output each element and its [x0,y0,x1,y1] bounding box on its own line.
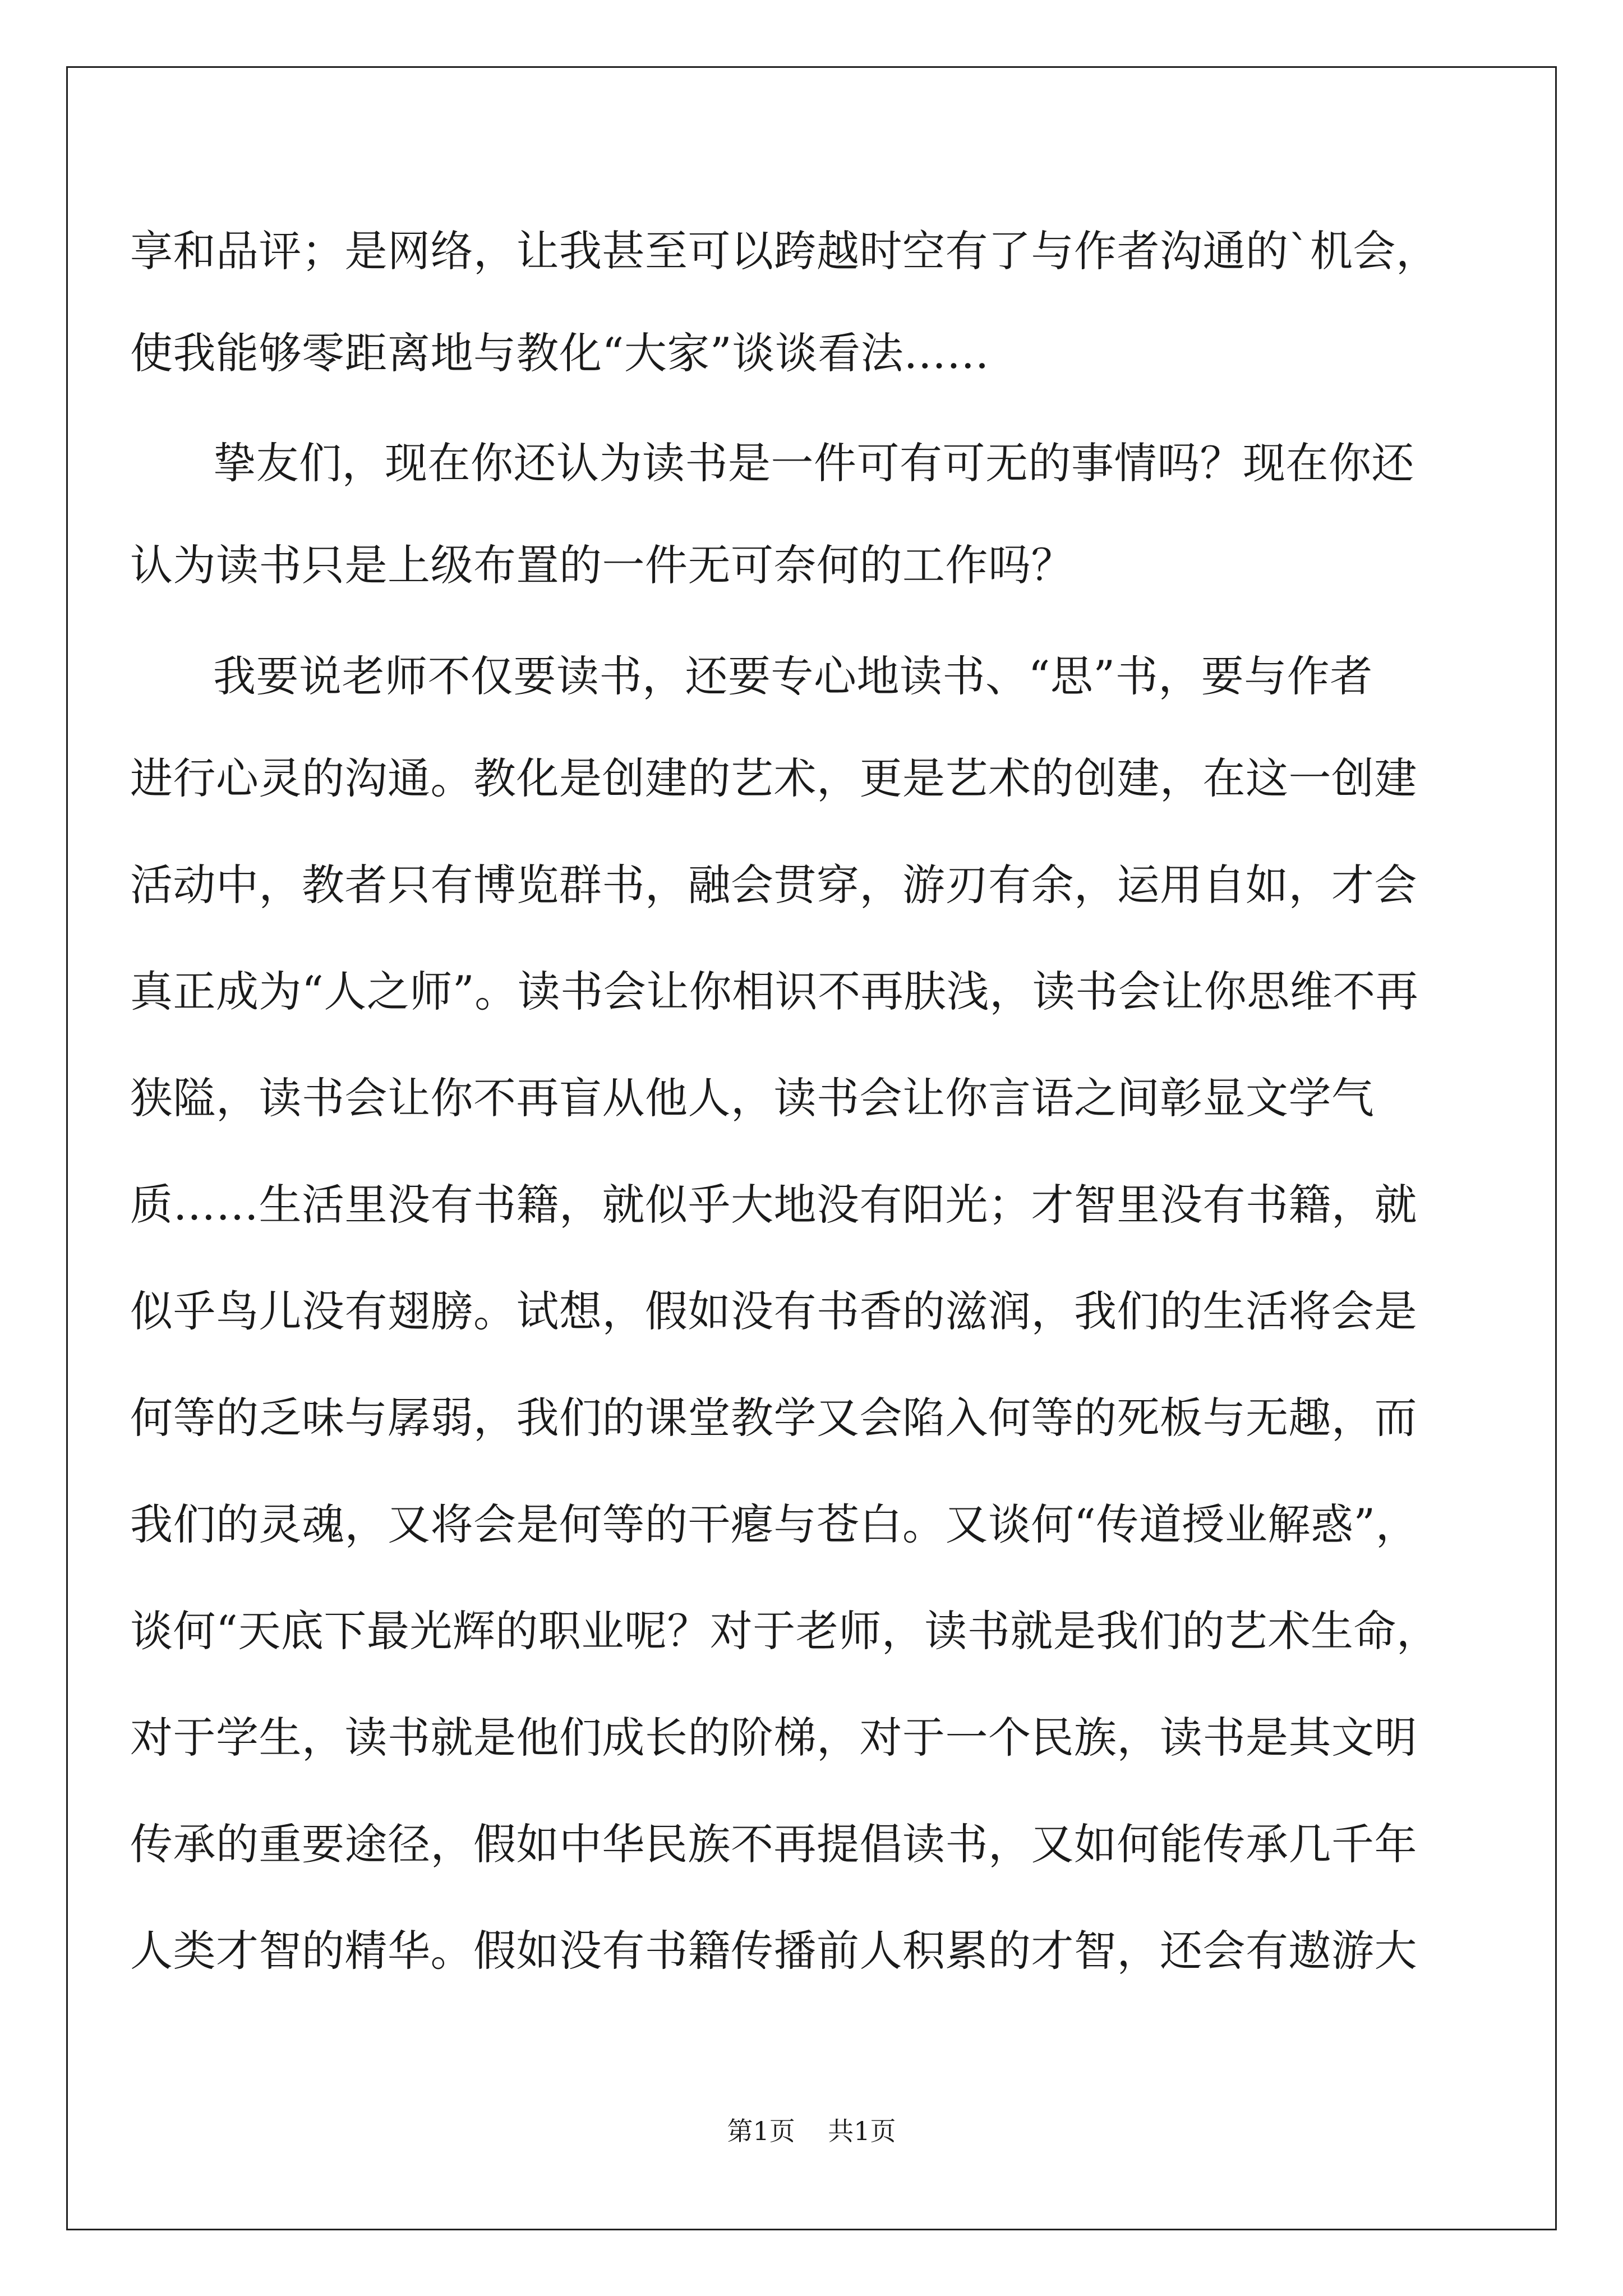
text-line: 质……生活里没有书籍，就似乎大地没有阳光；才智里没有书籍，就 [130,1180,1417,1230]
text-line: 人类才智的精华。假如没有书籍传播前人积累的才智，还会有遨游大 [130,1926,1417,1976]
text-line: 似乎鸟儿没有翅膀。试想，假如没有书香的滋润，我们的生活将会是 [130,1286,1417,1336]
text-line: 我们的灵魂，又将会是何等的干瘪与苍白。又谈何“传道授业解惑”， [130,1499,1419,1549]
text-line: 狭隘，读书会让你不再盲从他人，读书会让你言语之间彰显文学气 [130,1073,1375,1123]
text-line: 享和品评；是网络，让我甚至可以跨越时空有了与作者沟通的`机会， [130,226,1439,276]
text-line: 认为读书只是上级布置的一件无可奈何的工作吗？ [130,540,1074,590]
text-line: 传承的重要途径，假如中华民族不再提倡读书，又如何能传承几千年 [130,1819,1417,1869]
page-border [66,66,1557,2230]
page-footer [0,2118,1623,2144]
text-line: 使我能够零距离地与教化“大家”谈谈看法…… [130,328,990,378]
text-line: 对于学生，读书就是他们成长的阶梯，对于一个民族，读书是其文明 [130,1713,1417,1763]
paragraph-start-line: 挚友们，现在你还认为读书是一件可有可无的事情吗？现在你还 [213,438,1414,488]
paragraph-start-line: 我要说老师不仅要读书，还要专心地读书、“思”书，要与作者 [213,651,1373,701]
text-line: 进行心灵的沟通。教化是创建的艺术，更是艺术的创建，在这一创建 [130,753,1417,803]
text-line: 何等的乏味与孱弱，我们的课堂教学又会陷入何等的死板与无趣，而 [130,1393,1417,1443]
page-total: 共1页 [828,2116,896,2146]
text-line: 真正成为“人之师”。读书会让你相识不再肤浅，读书会让你思维不再 [130,967,1419,1016]
text-line: 谈何“天底下最光辉的职业呢？对于老师，读书就是我们的艺术生命， [130,1606,1440,1656]
page-number: 第1页 [727,2116,795,2146]
text-line: 活动中，教者只有博览群书，融会贯穿，游刃有余，运用自如，才会 [130,860,1417,910]
